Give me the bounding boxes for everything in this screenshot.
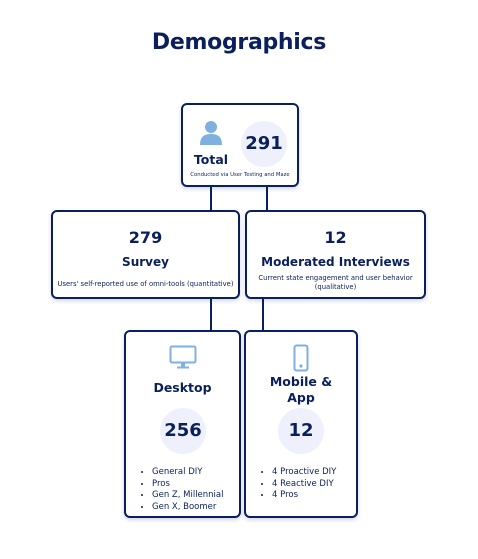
interviews-label: Moderated Interviews [261, 255, 410, 269]
list-item: • 4 Proactive DIY [272, 467, 336, 479]
list-item: • Gen Z, Millennial [152, 490, 224, 502]
list-item: • 4 Pros [272, 490, 336, 502]
mobile-value: 12 [288, 420, 314, 441]
survey-description: Users' self-reported use of omni-tools (quantitative) [57, 280, 234, 288]
list-item: • 4 Reactive DIY [272, 479, 336, 491]
survey-card [51, 210, 240, 299]
total-label: Total [193, 152, 229, 167]
mobile-label-line2: App [287, 390, 315, 405]
connector-survey-desktop [210, 298, 212, 332]
total-value: 291 [245, 133, 283, 154]
mobile-card [244, 330, 358, 518]
page-title: Demographics [151, 30, 327, 55]
desktop-value: 256 [164, 420, 202, 441]
list-item: • Gen X, Boomer [152, 502, 224, 514]
list-item: • Pros [152, 479, 224, 491]
interviews-value: 12 [324, 228, 347, 247]
connector-total-interviews [266, 186, 268, 212]
desktop-bullet-list [138, 467, 224, 513]
connector-total-survey [210, 186, 212, 212]
mobile-phone-icon [293, 344, 309, 372]
mobile-label-line1: Mobile & [269, 374, 333, 389]
interviews-description: Current state engagement and user behavior (qualitative) [258, 274, 413, 291]
connector-interviews-mobile [262, 298, 264, 332]
desktop-monitor-icon [169, 345, 197, 369]
survey-value: 279 [128, 228, 163, 247]
mobile-bullet-list [258, 467, 336, 502]
list-item: • General DIY [152, 467, 224, 479]
desktop-card [124, 330, 241, 518]
person-icon [198, 119, 224, 145]
total-caption: Conducted via User Testing and Maze [190, 172, 290, 178]
total-card [181, 103, 299, 187]
interviews-card [245, 210, 426, 299]
survey-label: Survey [122, 255, 169, 269]
desktop-label: Desktop [153, 380, 212, 395]
